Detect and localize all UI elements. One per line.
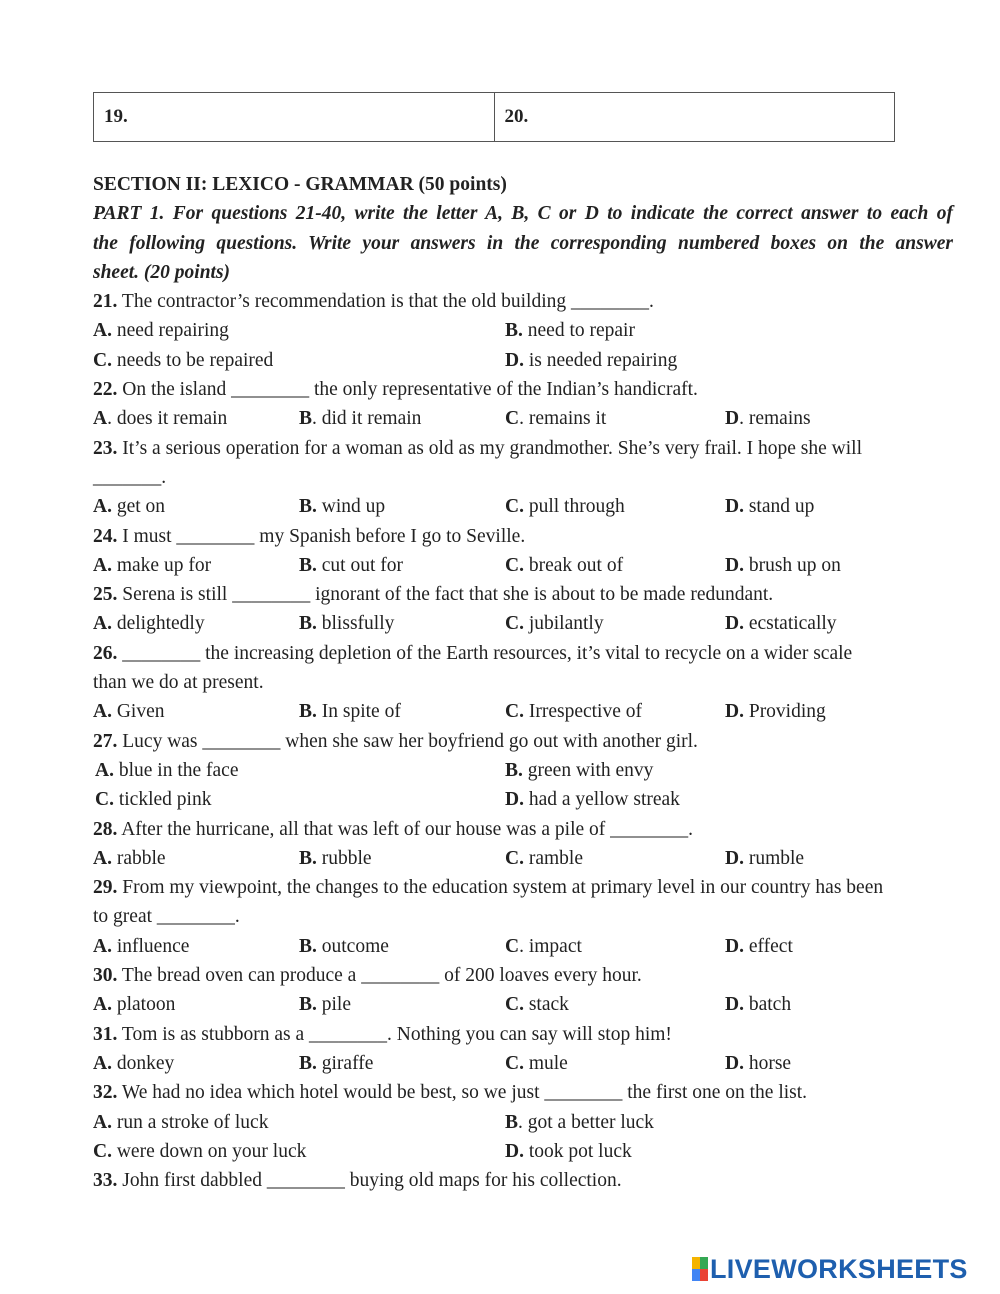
answer-cell-20[interactable]: 20. — [494, 93, 895, 142]
option-text: brush up on — [748, 554, 841, 576]
exercise-content — [93, 170, 953, 1195]
question-text: Tom is as stubborn as a ________. Nothing you can say will stop him! — [121, 1023, 672, 1045]
option-d[interactable] — [505, 346, 677, 375]
options-row — [93, 785, 953, 814]
question-text: The bread oven can produce a ________ of 200 loaves every hour. — [121, 965, 642, 987]
option-c[interactable] — [95, 785, 211, 814]
question-number: 29. — [93, 877, 118, 899]
option-b[interactable] — [299, 990, 351, 1019]
option-d[interactable] — [505, 1137, 632, 1166]
question-stem — [93, 375, 953, 404]
option-letter: C. — [505, 496, 524, 518]
option-letter: D — [725, 408, 740, 430]
question-number: 32. — [93, 1082, 118, 1104]
option-letter: A. — [93, 320, 112, 342]
part-instruction-line-3: sheet. (20 points) — [93, 261, 231, 283]
option-c[interactable] — [93, 346, 273, 375]
option-text: get on — [116, 496, 166, 518]
option-text: rabble — [116, 847, 166, 869]
question-stem — [93, 1020, 953, 1049]
options-row — [93, 1108, 953, 1137]
option-b[interactable] — [505, 316, 635, 345]
option-text: effect — [748, 935, 793, 957]
option-text: outcome — [321, 935, 389, 957]
question-text: Lucy was ________ when she saw her boyfriend go out with another girl. — [122, 730, 698, 752]
option-a[interactable] — [93, 990, 175, 1019]
options-row — [93, 1137, 953, 1166]
options-row — [93, 316, 953, 345]
options-row — [93, 1049, 953, 1078]
option-letter: D. — [725, 935, 744, 957]
question-stem — [93, 1166, 953, 1195]
question-24 — [93, 522, 953, 581]
question-number: 21. — [93, 291, 118, 313]
option-text: pile — [321, 994, 352, 1016]
option-d[interactable] — [725, 609, 837, 638]
option-letter: A. — [93, 994, 112, 1016]
option-letter: C — [505, 935, 520, 957]
option-letter: B. — [299, 994, 317, 1016]
question-stem — [93, 639, 953, 668]
option-a[interactable] — [93, 1108, 268, 1137]
option-letter: D. — [725, 994, 744, 1016]
option-letter: D. — [725, 1052, 744, 1074]
option-text: batch — [748, 994, 792, 1016]
option-d[interactable] — [725, 844, 804, 873]
option-text: break out of — [528, 554, 624, 576]
option-text: platoon — [116, 994, 176, 1016]
logo-mark-icon — [692, 1257, 708, 1281]
question-stem — [93, 580, 953, 609]
option-letter: A. — [93, 613, 112, 635]
option-a[interactable] — [93, 551, 211, 580]
answer-table — [93, 92, 895, 142]
option-a[interactable] — [93, 844, 166, 873]
question-number: 31. — [93, 1023, 118, 1045]
option-letter: A. — [93, 496, 112, 518]
option-text: make up for — [116, 554, 212, 576]
option-text: . remains it — [519, 408, 607, 430]
option-letter: C — [505, 408, 520, 430]
option-d[interactable] — [505, 785, 680, 814]
option-letter: D. — [725, 847, 744, 869]
option-c[interactable] — [505, 404, 606, 433]
option-letter: C. — [93, 349, 112, 371]
option-letter: A. — [93, 1111, 112, 1133]
option-text: ecstatically — [748, 613, 837, 635]
option-letter: D. — [505, 1140, 524, 1162]
option-letter: B. — [299, 701, 317, 723]
option-b[interactable] — [505, 756, 653, 785]
option-letter: C. — [505, 554, 524, 576]
option-letter: B. — [505, 320, 523, 342]
question-23 — [93, 434, 953, 522]
option-text: had a yellow streak — [528, 789, 680, 811]
question-22 — [93, 375, 953, 434]
option-c[interactable] — [505, 932, 582, 961]
question-stem — [93, 287, 953, 316]
option-b[interactable] — [505, 1108, 654, 1137]
part-instruction-line-1: PART 1. For questions 21-40, write the letter A, B, C or D to indicate the correct answer to each of — [93, 203, 953, 225]
option-d[interactable] — [725, 990, 791, 1019]
option-letter: A — [93, 408, 108, 430]
option-text: . remains — [739, 408, 811, 430]
option-b[interactable] — [299, 844, 372, 873]
question-stem — [93, 815, 953, 844]
option-letter: B. — [299, 496, 317, 518]
option-text: stack — [528, 994, 569, 1016]
question-stem — [93, 902, 953, 931]
option-text: Irrespective of — [528, 701, 642, 723]
question-text: After the hurricane, all that was left of our house was a pile of ________. — [121, 818, 694, 840]
option-a[interactable] — [93, 316, 229, 345]
option-d[interactable] — [725, 1049, 791, 1078]
option-c[interactable] — [505, 551, 623, 580]
question-number: 33. — [93, 1170, 118, 1192]
question-number: 30. — [93, 965, 118, 987]
option-letter: D. — [725, 554, 744, 576]
option-text: wind up — [321, 496, 386, 518]
option-d[interactable] — [725, 404, 811, 433]
question-text: John first dabbled ________ buying old maps for his collection. — [122, 1170, 622, 1192]
question-text: From my viewpoint, the changes to the education system at primary level in our country has been — [122, 877, 884, 899]
option-a[interactable] — [93, 492, 165, 521]
question-28 — [93, 815, 953, 874]
question-text: _______. — [93, 466, 167, 488]
option-letter: C. — [93, 1140, 112, 1162]
option-a[interactable] — [93, 697, 165, 726]
question-text: I must ________ my Spanish before I go to Seville. — [122, 525, 526, 547]
option-letter: B — [299, 408, 313, 430]
option-letter: A. — [93, 1052, 112, 1074]
option-letter: D. — [505, 789, 524, 811]
option-text: . does it remain — [107, 408, 228, 430]
option-text: Given — [116, 701, 165, 723]
option-text: influence — [116, 935, 190, 957]
question-29 — [93, 873, 953, 961]
option-letter: C. — [505, 613, 524, 635]
option-letter: B. — [299, 554, 317, 576]
option-a[interactable] — [93, 404, 227, 433]
option-c[interactable] — [505, 697, 642, 726]
option-letter: B. — [299, 613, 317, 635]
option-letter: C. — [505, 994, 524, 1016]
question-stem — [93, 727, 953, 756]
options-row — [93, 756, 953, 785]
options-row — [93, 346, 953, 375]
option-letter: C. — [95, 789, 114, 811]
option-letter: D. — [725, 701, 744, 723]
option-letter: B. — [299, 935, 317, 957]
option-text: Providing — [748, 701, 826, 723]
option-letter: D. — [505, 349, 524, 371]
logo-text: LIVEWORKSHEETS — [710, 1253, 968, 1284]
option-text: mule — [528, 1052, 568, 1074]
option-text: is needed repairing — [528, 349, 678, 371]
option-letter: B. — [299, 1052, 317, 1074]
option-text: donkey — [116, 1052, 175, 1074]
option-text: pull through — [528, 496, 625, 518]
options-row — [93, 697, 953, 726]
option-a[interactable] — [93, 609, 205, 638]
option-d[interactable] — [725, 932, 793, 961]
options-row — [93, 551, 953, 580]
option-letter: A. — [93, 554, 112, 576]
option-text: cut out for — [321, 554, 403, 576]
question-31 — [93, 1020, 953, 1079]
option-letter: C. — [505, 701, 524, 723]
question-number: 22. — [93, 379, 118, 401]
option-c[interactable] — [505, 844, 583, 873]
question-text: We had no idea which hotel would be best, so we just ________ the first one on the list. — [121, 1082, 808, 1104]
option-c[interactable] — [505, 609, 604, 638]
question-stem — [93, 1078, 953, 1107]
question-33 — [93, 1166, 953, 1195]
question-text: On the island ________ the only representative of the Indian’s handicraft. — [122, 379, 698, 401]
option-d[interactable] — [725, 551, 841, 580]
option-b[interactable] — [299, 932, 389, 961]
option-b[interactable] — [299, 697, 401, 726]
option-b[interactable] — [299, 551, 403, 580]
option-letter: B. — [299, 847, 317, 869]
option-letter: A. — [93, 847, 112, 869]
question-stem — [93, 961, 953, 990]
option-letter: A. — [95, 759, 114, 781]
option-text: stand up — [748, 496, 815, 518]
question-text: ________ the increasing depletion of the Earth resources, it’s vital to recycle on a wider scale — [122, 642, 853, 664]
option-text: In spite of — [321, 701, 401, 723]
part-instruction-line-2: the following questions. Write your answers in the corresponding numbered boxes on the answer — [93, 232, 953, 254]
options-row — [93, 492, 953, 521]
option-text: need repairing — [116, 320, 229, 342]
question-text: to great ________. — [93, 906, 240, 928]
answer-cell-19[interactable]: 19. — [94, 93, 495, 142]
option-text: jubilantly — [528, 613, 604, 635]
option-text: blissfully — [321, 613, 395, 635]
question-text: It’s a serious operation for a woman as old as my grandmother. She’s very frail. I hope she will — [122, 437, 862, 459]
liveworksheets-logo — [692, 1252, 968, 1286]
options-row — [93, 609, 953, 638]
question-25 — [93, 580, 953, 639]
options-row — [93, 932, 953, 961]
section-title: SECTION II: LEXICO - GRAMMAR (50 points) — [93, 174, 507, 195]
option-d[interactable] — [725, 492, 814, 521]
question-text: than we do at present. — [93, 672, 264, 694]
question-number: 28. — [93, 818, 118, 840]
option-text: rumble — [748, 847, 805, 869]
options-row — [93, 404, 953, 433]
question-stem — [93, 434, 953, 463]
question-21 — [93, 287, 953, 375]
option-letter: C. — [505, 1052, 524, 1074]
option-text: rubble — [321, 847, 372, 869]
option-letter: B. — [505, 759, 523, 781]
question-text: Serena is still ________ ignorant of the fact that she is about to be made redundant. — [122, 584, 774, 606]
option-text: needs to be repaired — [116, 349, 274, 371]
question-text: The contractor’s recommendation is that the old building ________. — [121, 291, 654, 313]
question-number: 27. — [93, 730, 118, 752]
option-text: giraffe — [321, 1052, 374, 1074]
question-number: 24. — [93, 525, 118, 547]
option-b[interactable] — [299, 1049, 373, 1078]
option-letter: D. — [725, 496, 744, 518]
option-text: took pot luck — [528, 1140, 632, 1162]
option-text: . got a better luck — [518, 1111, 654, 1133]
option-a[interactable] — [93, 1049, 174, 1078]
option-letter: A. — [93, 935, 112, 957]
option-text: green with envy — [527, 759, 654, 781]
question-stem — [93, 522, 953, 551]
option-text: were down on your luck — [116, 1140, 307, 1162]
question-32 — [93, 1078, 953, 1166]
option-text: horse — [748, 1052, 792, 1074]
option-text: . impact — [519, 935, 582, 957]
option-text: run a stroke of luck — [116, 1111, 269, 1133]
option-b[interactable] — [299, 609, 394, 638]
option-letter: B — [505, 1111, 519, 1133]
option-text: delightedly — [116, 613, 205, 635]
question-27 — [93, 727, 953, 815]
question-30 — [93, 961, 953, 1020]
option-text: . did it remain — [312, 408, 422, 430]
option-c[interactable] — [505, 492, 625, 521]
option-d[interactable] — [725, 697, 826, 726]
option-letter: C. — [505, 847, 524, 869]
question-list — [93, 287, 953, 1195]
option-text: tickled pink — [118, 789, 212, 811]
option-a[interactable] — [95, 756, 239, 785]
option-text: ramble — [528, 847, 583, 869]
question-stem — [93, 668, 953, 697]
question-stem — [93, 463, 953, 492]
option-letter: A. — [93, 701, 112, 723]
options-row — [93, 844, 953, 873]
question-number: 25. — [93, 584, 118, 606]
option-b[interactable] — [299, 404, 421, 433]
option-text: blue in the face — [118, 759, 239, 781]
question-number: 23. — [93, 437, 118, 459]
option-text: need to repair — [527, 320, 635, 342]
option-c[interactable] — [505, 990, 569, 1019]
question-number: 26. — [93, 642, 118, 664]
option-letter: D. — [725, 613, 744, 635]
option-c[interactable] — [505, 1049, 568, 1078]
option-a[interactable] — [93, 932, 189, 961]
question-stem — [93, 873, 953, 902]
question-26 — [93, 639, 953, 727]
options-row — [93, 990, 953, 1019]
option-b[interactable] — [299, 492, 385, 521]
option-c[interactable] — [93, 1137, 306, 1166]
